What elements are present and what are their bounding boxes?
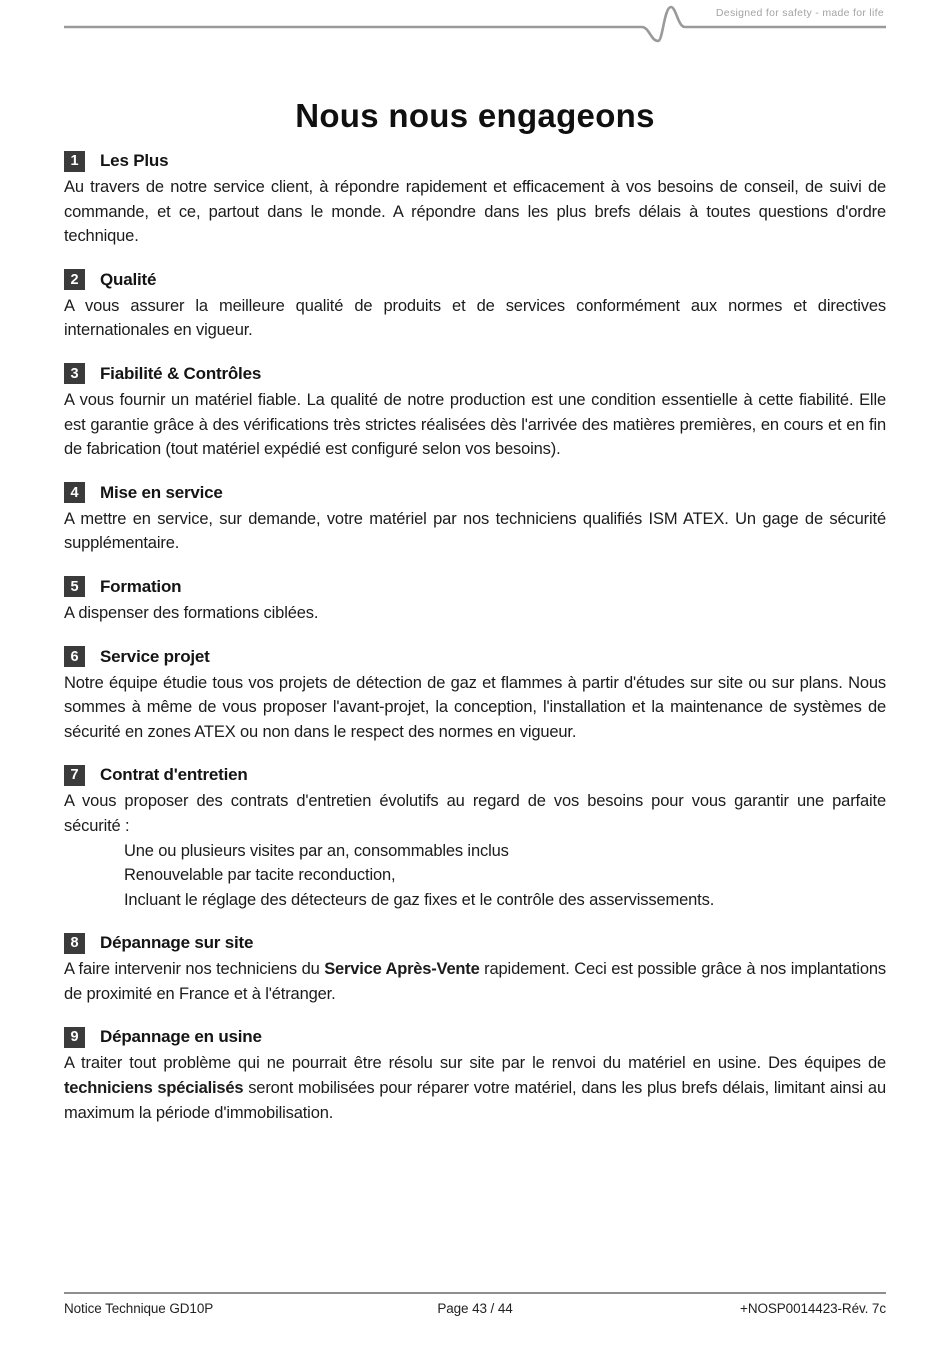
body-text: A traiter tout problème qui ne pourrait être résolu sur site par le renvoi du matériel en usine. Des équipes de [64, 1054, 886, 1073]
section-number-badge: 3 [64, 363, 85, 384]
section-body: A vous assurer la meilleure qualité de produits et de services conformément aux normes et directives internationales en vigueur. [64, 296, 886, 340]
section-body: A vous fournir un matériel fiable. La qualité de notre production est une condition essentielle à cette fiabilité. Elle est garantie grâce à des vérifications très strictes réalisées dès l'arrivée des matières premières, en cours et en fin de fabrication (tout matériel expédié est configuré selon vos besoins). [64, 390, 886, 459]
commitment-list [64, 839, 886, 913]
section-formation [64, 576, 886, 626]
section-heading-row [64, 764, 886, 786]
section-number-badge: 6 [64, 646, 85, 667]
footer-page-number: Page 43 / 44 [437, 1301, 513, 1316]
section-heading: Formation [100, 576, 182, 596]
section-service-projet [64, 646, 886, 745]
section-heading-row [64, 932, 886, 954]
footer-rule [64, 1292, 886, 1294]
section-number-badge: 7 [64, 765, 85, 786]
section-depannage-en-usine [64, 1026, 886, 1125]
page-content [64, 0, 886, 1125]
section-heading-row [64, 576, 886, 598]
section-heading: Contrat d'entretien [100, 765, 248, 785]
header-tagline: Designed for safety - made for life [715, 7, 884, 19]
section-heading: Les Plus [100, 151, 169, 170]
section-body: A mettre en service, sur demande, votre matériel par nos techniciens qualifiés ISM ATEX. Un gage de sécurité supplémentaire. [64, 509, 886, 553]
commitment-list-item: Renouvelable par tacite reconduction, [124, 866, 396, 885]
body-text: rapidement. Ceci est possible grâce à nos implantations de proximité en France et à l'étranger. [64, 960, 886, 1003]
section-mise-en-service [64, 482, 886, 556]
body-text-bold: techniciens spécialisés [64, 1079, 244, 1098]
section-body: Notre équipe étudie tous vos projets de détection de gaz et flammes à partir d'études sur site ou sur plans. Nous sommes à même de vous proposer l'avant-projet, la conception, l'installation et la maintenance de systèmes de sécurité en zones ATEX ou non dans le respect des normes en vigueur. [64, 673, 886, 741]
body-text-bold: Service Après-Vente [324, 960, 480, 979]
section-heading-row [64, 150, 886, 172]
section-body [64, 1051, 886, 1125]
body-text: A faire intervenir nos techniciens du [64, 960, 325, 979]
section-number-badge: 8 [64, 933, 85, 954]
section-heading-row [64, 1026, 886, 1048]
footer-doc-title: Notice Technique GD10P [64, 1301, 214, 1316]
section-body: A dispenser des formations ciblées. [64, 603, 319, 622]
section-heading: Service projet [100, 646, 210, 666]
section-heading: Dépannage sur site [100, 933, 254, 953]
section-heading-row [64, 269, 886, 291]
section-les-plus [64, 150, 886, 249]
section-heading: Dépannage en usine [100, 1027, 262, 1047]
section-contrat-entretien [64, 764, 886, 912]
section-number-badge: 5 [64, 576, 85, 597]
body-text: seront mobilisées pour réparer votre matériel, dans les plus brefs délais, limitant ainsi au maximum la période d'immobilisation. [64, 1079, 886, 1122]
section-body: A vous proposer des contrats d'entretien évolutifs au regard de vos besoins pour vous garantir une parfaite sécurité : [64, 792, 886, 835]
section-qualite [64, 269, 886, 343]
footer-doc-reference: +NOSP0014423-Rév. 7c [740, 1301, 886, 1316]
section-heading-row [64, 363, 886, 385]
section-heading-row [64, 482, 886, 504]
section-heading: Mise en service [100, 482, 223, 502]
section-heading: Fiabilité & Contrôles [100, 363, 262, 383]
section-heading-row [64, 646, 886, 668]
commitment-list-item: Incluant le réglage des détecteurs de gaz fixes et le contrôle des asservissements. [124, 890, 715, 909]
section-number-badge: 4 [64, 482, 85, 503]
page-title: Nous nous engageons [295, 97, 655, 134]
section-fiabilite-controles [64, 363, 886, 462]
section-number-badge: 1 [64, 151, 85, 172]
section-number-badge: 9 [64, 1027, 85, 1048]
section-body: Au travers de notre service client, à répondre rapidement et efficacement à vos besoins de conseil, de suivi de commande, et ce, partout dans le monde. A répondre dans les plus brefs délais à toutes questions d'ordre technique. [64, 178, 886, 246]
section-number-badge: 2 [64, 269, 85, 290]
section-depannage-sur-site [64, 932, 886, 1006]
section-body [64, 957, 886, 1006]
section-heading: Qualité [100, 269, 157, 289]
commitment-list-item: Une ou plusieurs visites par an, consommables inclus [124, 841, 509, 860]
footer [64, 1301, 886, 1319]
